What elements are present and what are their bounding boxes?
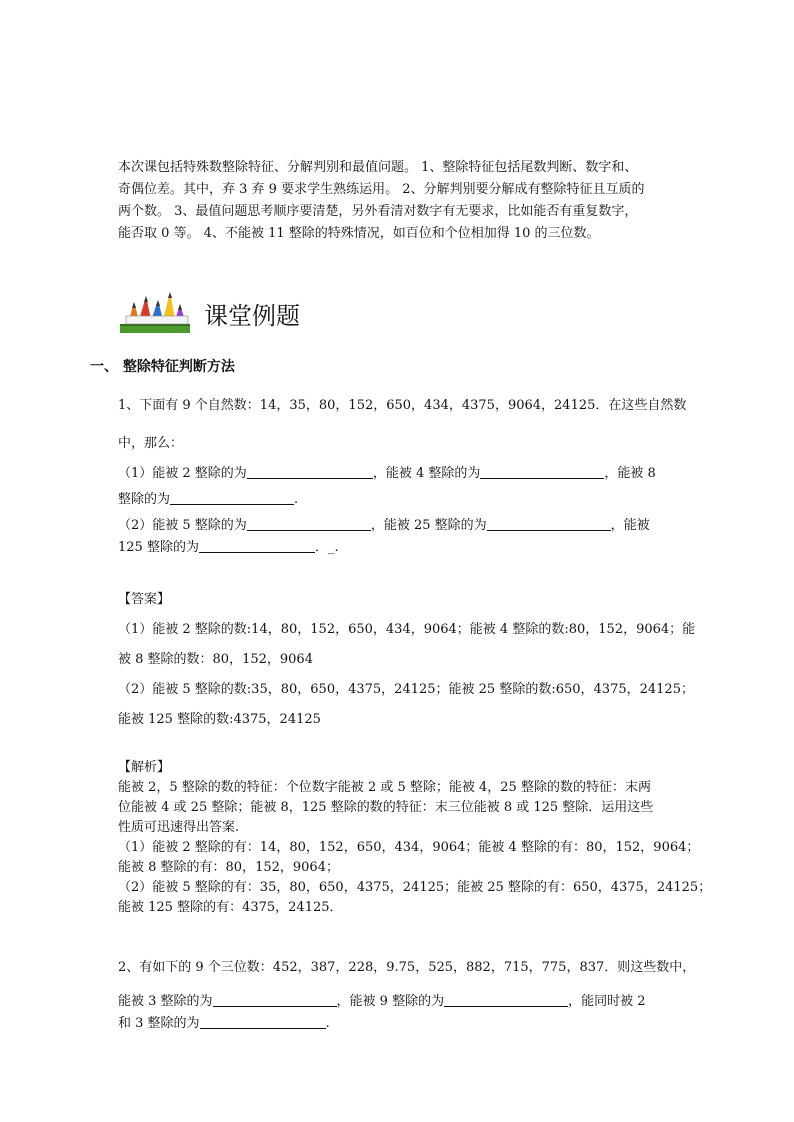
question-stem: 中，那么： — [118, 436, 184, 451]
text-span: （2）能被 5 整除的为 — [118, 518, 247, 533]
answer-line: （2）能被 5 整除的数:35，80，650，4375，24125；能被 25 整除的数:650，4375，24125； — [118, 682, 694, 697]
answer-blank[interactable] — [247, 465, 373, 479]
intro-line: 奇偶位差。其中，弃 3 弃 9 要求学生熟练运用。 2、分解判别要分解成有整除特征且互质的 — [118, 182, 645, 197]
question-stem: 1、下面有 9 个自然数：14，35，80，152，650，434，4375，9064，24125．在这些自然数 — [118, 398, 687, 413]
analysis-line: 能被 125 整除的有：4375，24125． — [118, 900, 343, 915]
question-1 — [118, 396, 688, 560]
text-span: ，能被 8 — [604, 466, 656, 481]
text-span: （1）能被 2 整除的为 — [118, 466, 247, 481]
text-span: . — [294, 492, 299, 507]
question-part-1-cont — [118, 490, 688, 516]
answer-line: 能被 125 整除的数:4375，24125 — [118, 712, 321, 727]
intro-paragraph — [118, 157, 688, 245]
crayons-icon — [118, 288, 194, 336]
analysis-line: 性质可迅速得出答案. — [118, 820, 240, 835]
text-span: . — [325, 1016, 330, 1031]
answer-blank[interactable] — [480, 465, 604, 479]
answer-blank[interactable] — [213, 993, 337, 1007]
section-title: 一、 整除特征判断方法 — [90, 359, 235, 375]
intro-line: 能否取 0 等。 4、不能被 11 整除的特殊情况，如百位和个位相加得 10 的三位数。 — [118, 226, 600, 241]
analysis-label: 【解析】 — [118, 760, 171, 775]
text-span: 能被 3 整除的为 — [118, 994, 213, 1009]
intro-line: 本次课包括特殊数整除特征、分解判别和最值问题。 1、整除特征包括尾数判断、数字和、 — [118, 160, 638, 175]
intro-line: 两个数。 3、最值问题思考顺序要清楚，另外看清对数字有无要求，比如能否有重复数字， — [118, 204, 638, 219]
analysis-line: 能被 8 整除的有：80，152，9064； — [118, 860, 339, 875]
text-span: 和 3 整除的为 — [118, 1016, 200, 1031]
question-2-line-cont — [118, 1014, 688, 1036]
text-span: ，能被 25 整除的为 — [370, 518, 487, 533]
answer-blank[interactable] — [247, 517, 371, 531]
text-span: ，能被 9 整除的为 — [336, 994, 445, 1009]
answer-blank[interactable] — [200, 1015, 326, 1029]
answer-line: 被 8 整除的数：80，152，9064 — [118, 652, 313, 667]
answer-blank[interactable] — [170, 491, 294, 505]
question-part-2-cont — [118, 538, 688, 560]
page-title: 课堂例题 — [204, 302, 300, 330]
analysis-line: （2）能被 5 整除的有：35，80，650，4375，24125；能被 25 整除的有：650，4375，24125； — [118, 880, 712, 895]
text-span: ．_. — [314, 540, 339, 555]
answer-blank[interactable] — [444, 993, 568, 1007]
analysis-line: 位能被 4 或 25 整除；能被 8，125 整除的数的特征：末三位能被 8 或 125 整除．运用这些 — [118, 800, 654, 815]
answer-line: （1）能被 2 整除的数:14，80，152，650，434，9064；能被 4 整除的数:80，152，9064；能 — [118, 622, 696, 637]
analysis-line: 能被 2，5 整除的数的特征：个位数字能被 2 或 5 整除；能被 4，25 整除的数的特征：末两 — [118, 780, 651, 795]
answer-label: 【答案】 — [118, 592, 171, 607]
question-2 — [118, 958, 696, 1036]
text-span: ，能同时被 2 — [568, 994, 646, 1009]
question-part-1 — [118, 464, 688, 490]
analysis-block — [118, 758, 712, 918]
question-stem: 2、有如下的 9 个三位数：452，387，228，9.75，525，882，715，775，837．则这些数中， — [118, 960, 696, 975]
answer-block — [118, 590, 696, 740]
question-2-line — [118, 992, 688, 1014]
text-span: 125 整除的为 — [118, 540, 199, 555]
analysis-line: （1）能被 2 整除的有：14，80，152，650，434，9064；能被 4 整除的有：80，152，9064； — [118, 840, 700, 855]
question-part-2 — [118, 516, 688, 538]
answer-blank[interactable] — [199, 539, 315, 553]
text-span: ，能被 4 整除的为 — [372, 466, 481, 481]
text-span: 整除的为 — [118, 492, 171, 507]
text-span: ，能被 — [610, 518, 650, 533]
answer-blank[interactable] — [487, 517, 611, 531]
